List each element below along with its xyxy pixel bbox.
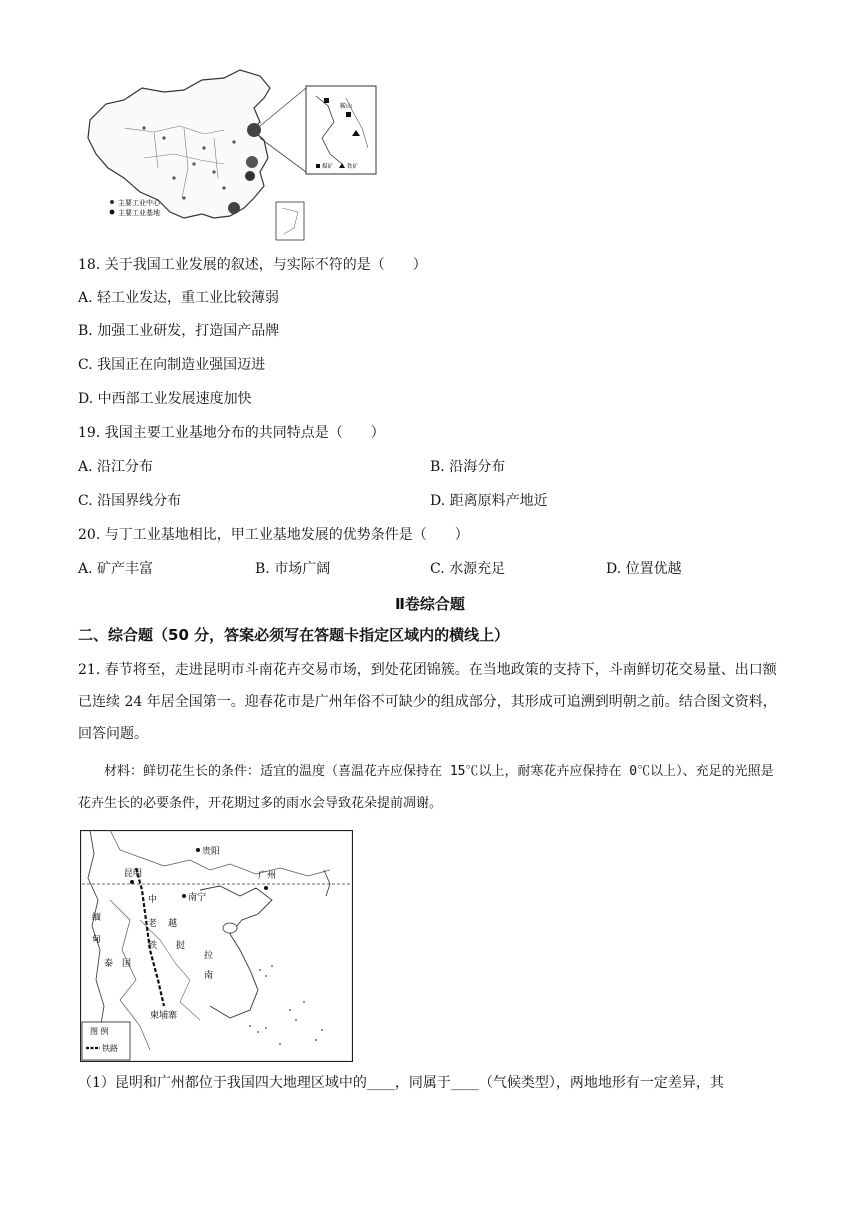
q18-option-a: A. 轻工业发达，重工业比较薄弱 (78, 290, 280, 306)
label-kunming: 昆明 (124, 869, 143, 879)
inset-iron-label: 铁矿 (347, 164, 359, 170)
label-lao: 老 (148, 919, 158, 929)
label-tie: 铁 (148, 941, 158, 951)
inset-coal-label: 煤矿 (322, 164, 334, 170)
label-nanning: 南宁 (188, 893, 207, 903)
label-yue: 越 (168, 919, 178, 929)
label-la: 拉 (204, 951, 214, 961)
q20-option-a: A. 矿产丰富 (78, 561, 154, 577)
label-zhong: 中 (148, 895, 158, 905)
label-dian: 甸 (92, 935, 102, 945)
legend-rail-label: 铁路 (102, 1044, 118, 1053)
q20-stem: 20. 与丁工业基地相比，甲工业基地发展的优势条件是（ ） (78, 527, 469, 543)
label-cambodia: 柬埔寨 (150, 1011, 178, 1021)
q20-option-d: D. 位置优越 (606, 561, 682, 577)
label-guiyang: 贵阳 (202, 847, 221, 857)
legend-title: 图 例 (90, 1027, 109, 1036)
indochina-map (80, 830, 353, 1062)
label-mian: 缅 (92, 913, 102, 923)
q20-option-c: C. 水源充足 (430, 561, 506, 577)
q19-option-a: A. 沿江分布 (78, 459, 154, 475)
label-nan: 南 (204, 971, 214, 981)
q19-stem: 19. 我国主要工业基地分布的共同特点是（ ） (78, 425, 385, 441)
q18-option-b: B. 加强工业研发，打造国产品牌 (78, 323, 280, 339)
q20-option-b: B. 市场广阔 (255, 561, 331, 577)
q19-option-c: C. 沿国界线分布 (78, 493, 182, 509)
q19-option-b: B. 沿海分布 (430, 459, 506, 475)
china-industry-map (84, 68, 384, 243)
inset-place-label: 鞍山 (340, 103, 353, 110)
section2-heading: 二、综合题（50 分，答案必须写在答题卡指定区域内的横线上） (78, 626, 510, 644)
section-title: Ⅱ卷综合题 (395, 595, 465, 613)
q18-stem: 18. 关于我国工业发展的叙述，与实际不符的是（ ） (78, 257, 427, 273)
legend-center-label: 主要工业中心 (118, 199, 160, 207)
q18-option-c: C. 我国正在向制造业强国迈进 (78, 357, 266, 373)
label-thai: 泰 国 (104, 959, 132, 969)
q19-option-d: D. 距离原料产地近 (430, 493, 548, 509)
legend-base-label: 主要工业基地 (118, 209, 160, 217)
q21-material: 材料：鲜切花生长的条件：适宜的温度（喜温花卉应保持在 15℃以上，耐寒花卉应保持在 0℃以上）、充足的光照是花卉生长的必要条件，开花期过多的雨水会导致花朵提前凋谢。 (78, 764, 774, 811)
label-guangzhou: 广州 (258, 871, 277, 881)
label-wo: 挝 (176, 941, 186, 951)
q21-sub1: （1）昆明和广州都位于我国四大地理区域中的____，同属于____（气候类型），两地地形有一定差异，其 (78, 1075, 724, 1091)
q21-intro: 21. 春节将至，走进昆明市斗南花卉交易市场，到处花团锦簇。在当地政策的支持下，斗南鲜切花交易量、出口额已连续 24 年居全国第一。迎春花市是广州年俗不可缺少的组成部分，其形成可追溯到明朝之前。结合图文资料，回答问题。 (78, 662, 777, 742)
q18-option-d: D. 中西部工业发展速度加快 (78, 391, 252, 407)
